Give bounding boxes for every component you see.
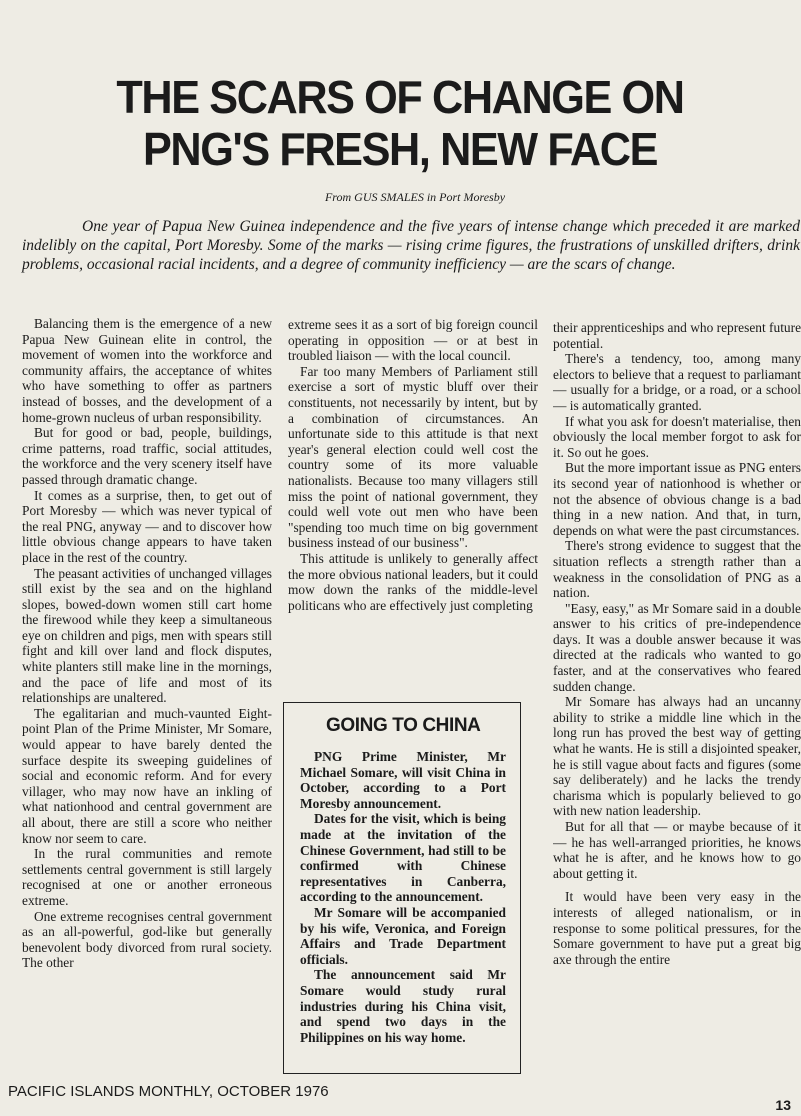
byline-location: in Port Moresby	[426, 190, 506, 204]
paragraph: "Easy, easy," as Mr Somare said in a double answer to his critics of pre-independence days. It was a double answer because it was directed at the radicals who wanted to go faster, and at the conservatives who feared sudden change.	[553, 600, 801, 694]
sidebar-paragraph: The announcement said Mr Somare would study rural industries during his China visit, and spend two days in the Philippines on his way home.	[300, 967, 506, 1045]
sidebar-paragraph: Mr Somare will be accompanied by his wife, Veronica, and Foreign Affairs and Trade Department officials.	[300, 904, 506, 967]
paragraph: their apprenticeships and who represent future potential.	[553, 320, 801, 351]
article-column-3	[553, 320, 801, 1086]
byline-from: From	[324, 190, 352, 204]
article-column-2	[288, 317, 538, 687]
headline-line-2: PNG'S FRESH, NEW FACE	[142, 123, 658, 175]
article-column-1	[22, 316, 272, 1074]
paragraph: Balancing them is the emergence of a new Papua New Guinean elite in control, the movement of women into the workforce and community affairs, the acceptance of whites who have something to offer as partners instead of bosses, and the development of a home-grown nucleus of urban responsibility.	[22, 316, 272, 425]
paragraph: It would have been very easy in the interests of alleged nationalism, or in response to some political pressures, for the Somare government to have put a great big axe through the entire	[553, 889, 801, 967]
sidebar-paragraph: Dates for the visit, which is being made at the invitation of the Chinese Government, had still to be confirmed with Chinese representatives in Canberra, according to the announcement.	[300, 811, 506, 905]
paragraph: Far too many Members of Parliament still exercise a sort of mystic bluff over their constituents, not necessarily by intent, but by a combination of circumstances. An unfortunate side to this attitude is that next year's general election could well cost the country some of its more valuable nationalists. Because too many villagers still miss the point of national government, they could well vote out men who have been "spending too much time on big government business instead of our business".	[288, 363, 538, 551]
paragraph: In the rural communities and remote settlements central government is still largely recognised at one or another erroneous extreme.	[22, 846, 272, 908]
paragraph: If what you ask for doesn't materialise, then obviously the local member forgot to ask for it. So out he goes.	[553, 413, 801, 460]
headline-line-1: THE SCARS OF CHANGE ON	[116, 71, 684, 123]
standfirst: One year of Papua New Guinea independence and the five years of intense change which preceded it are marked indelibly on the capital, Port Moresby. Some of the marks — rising crime figures, the frustrations of unskilled drifters, drink problems, occasional racial incidents, and a degree of community inefficiency — are the scars of change.	[22, 218, 800, 273]
publication-footer: PACIFIC ISLANDS MONTHLY, OCTOBER 1976	[8, 1083, 329, 1100]
byline	[250, 190, 580, 205]
paragraph: It comes as a surprise, then, to get out of Port Moresby — which was never typical of the real PNG, anyway — and to discover how little obvious change appears to have taken place in the rest of the country.	[22, 487, 272, 565]
paragraph: But the more important issue as PNG enters its second year of nationhood is whether or not the absence of obvious change is a bad thing in a new nation. And that, in turn, depends on what were the past circumstances.	[553, 460, 801, 538]
paragraph: But for good or bad, people, buildings, crime patterns, road traffic, social attitudes, the workforce and the very scenery itself have passed through dramatic change.	[22, 425, 272, 487]
paragraph: There's a tendency, too, among many electors to believe that a request to parliamant — usually for a bridge, or a road, or a school — is automatically granted.	[553, 351, 801, 413]
byline-author: GUS SMALES	[354, 190, 424, 204]
sidebar-paragraph: PNG Prime Minister, Mr Michael Somare, will visit China in October, according to a Port Moresby announcement.	[300, 749, 506, 811]
paragraph: But for all that — or maybe because of it — he has well-arranged priorities, he knows what he is after, and he knows how to go about getting it.	[553, 819, 801, 881]
paragraph: Mr Somare has always had an uncanny ability to strike a middle line which in the long run has proved the best way of getting what he wants. He is still a disjointed speaker, he is still vague about facts and figures (some say deliberately) and he lacks the trendy charisma which is popularly believed to go with new nation leadership.	[553, 694, 801, 819]
page-number: 13	[775, 1097, 791, 1113]
paragraph: There's strong evidence to suggest that the situation reflects a strength rather than a weakness in the consolidation of PNG as a nation.	[553, 538, 801, 601]
sidebar-title: GOING TO CHINA	[326, 715, 481, 736]
paragraph: The peasant activities of unchanged villages still exist by the sea and on the highland slopes, bowed-down women still cart home the firewood while they keep a simultaneous eye on children and pigs, men with spears still fight and kill over land and flock disputes, white planters still make line in the mornings, and the pace of life and most of its relationships are unaltered.	[22, 565, 272, 706]
paragraph: extreme sees it as a sort of big foreign council operating in opposition — or at best in troubled liaison — with the local council.	[288, 317, 538, 364]
paragraph: This attitude is unlikely to generally affect the more obvious national leaders, but it could mow down the ranks of the middle-level politicans who are effectively just completing	[288, 550, 538, 613]
paragraph: One extreme recognises central government as an all-powerful, god-like but generally benevolent body divorced from rural society. The other	[22, 908, 272, 971]
sidebar-box	[283, 702, 521, 1074]
paragraph: The egalitarian and much-vaunted Eight-point Plan of the Prime Minister, Mr Somare, would appear to have barely dented the surface despite its sweeping guidelines of social and economic reform. And for every villager, who may now have an inkling of what nationhood and central government are all about, there are still a score who neither know nor seem to care.	[22, 705, 272, 846]
